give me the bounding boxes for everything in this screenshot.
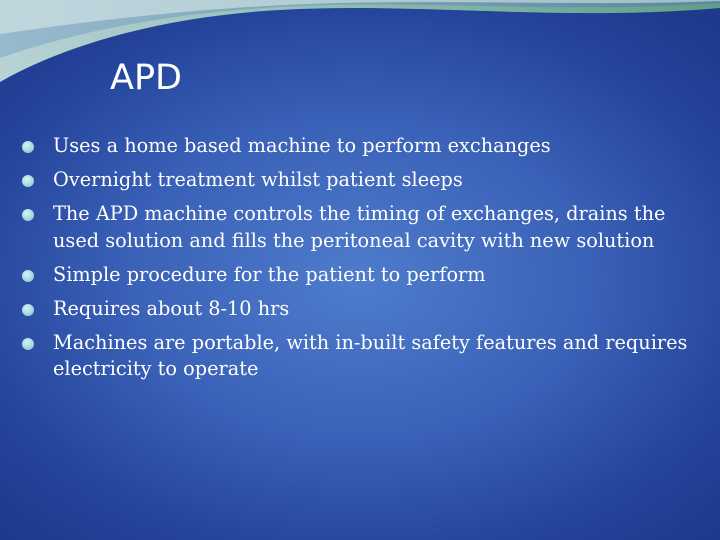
bullet-text: Overnight treatment whilst patient sleeps xyxy=(53,168,463,191)
bullet-item xyxy=(22,296,712,323)
slide-title: APD xyxy=(110,58,182,98)
bullet-text: Uses a home based machine to perform exchanges xyxy=(53,134,551,157)
bullet-item xyxy=(22,201,712,254)
bullet-item xyxy=(22,167,712,194)
bullet-item xyxy=(22,330,712,383)
bullet-list xyxy=(22,133,712,383)
bullet-dot-icon xyxy=(22,209,34,221)
bullet-text: Machines are portable, with in-built safety features and requires electricity to operate xyxy=(53,330,688,380)
bullet-dot-icon xyxy=(22,175,34,187)
bullet-item xyxy=(22,133,712,160)
bullet-dot-icon xyxy=(22,338,34,350)
decorative-top-band xyxy=(0,0,720,90)
bullet-text: Requires about 8-10 hrs xyxy=(53,296,290,320)
bullet-text: The APD machine controls the timing of exchanges, drains the used solution and fills the peritoneal cavity with new solution xyxy=(53,202,666,252)
bullet-dot-icon xyxy=(22,270,34,282)
bullet-dot-icon xyxy=(22,141,34,153)
bullet-dot-icon xyxy=(22,304,34,316)
bullet-item xyxy=(22,262,712,289)
bullet-text: Simple procedure for the patient to perform xyxy=(53,262,486,286)
